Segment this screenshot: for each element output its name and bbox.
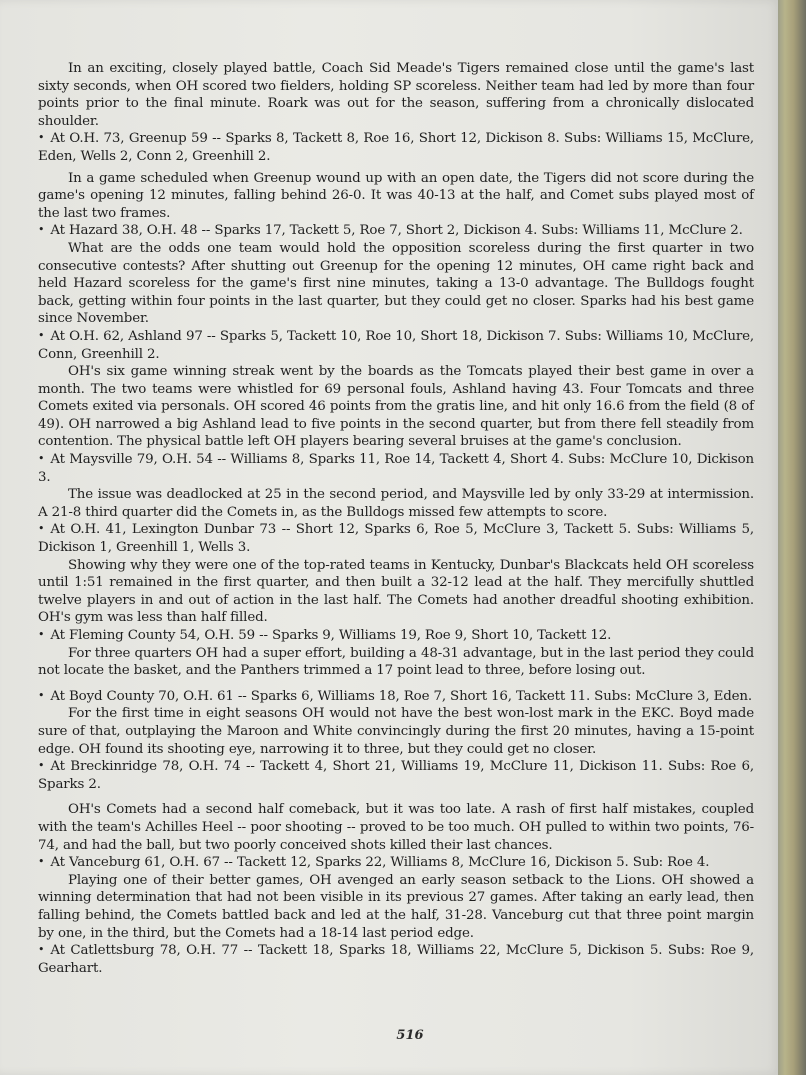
- game-recap-paragraph: Showing why they were one of the top-rated teams in Kentucky, Dunbar's Blackcats held OH scoreless until 1:51 remained in the first quarter, and then built a 32-12 lead at the half. They mercifully shuttled twelve players in and out of action in the last half. The Comets had another dreadful shooting exhibition. OH's gym was less than half filled.: [38, 557, 754, 626]
- game-recap-paragraph: For the first time in eight seasons OH would not have the best won-lost mark in the EKC. Boyd made sure of that, outplaying the Maroon and White convincingly during the first 20 minutes, having a 15-point edge. OH found its shooting eye, narrowing it to three, but they could get no closer.: [38, 706, 754, 757]
- game-recap-paragraph: The issue was deadlocked at 25 in the second period, and Maysville led by only 33-29 at intermission. A 21-8 third quarter did the Comets in, as the Bulldogs missed few attempts to score.: [38, 487, 754, 520]
- game-result-text: At Boyd County 70, O.H. 61 -- Sparks 6, Williams 18, Roe 7, Short 16, Tackett 11. Subs: McClure 3, Eden.: [50, 688, 753, 704]
- game-recap-paragraph: Playing one of their better games, OH avenged an early season setback to the Lions. OH showed a winning determination that had not been visible in its previous 27 games. After taking an early lead, then falling behind, the Comets battled back and led at the half, 31-28. Vanceburg cut that three point margin by one, in the third, but the Comets had a 18-14 last period edge.: [38, 872, 754, 941]
- bullet-icon: •: [38, 759, 45, 773]
- bullet-icon: •: [38, 628, 45, 641]
- game-recap-paragraph: OH's Comets had a second half comeback, but it was too late. A rash of first half mistakes, coupled with the team's Achilles Heel -- poor shooting -- proved to be too much. OH pulled to within two points, 76-74, and had the ball, but two poorly conceived shots killed their last chances.: [38, 802, 754, 853]
- bullet-icon: •: [38, 855, 45, 869]
- game-recap-paragraph: OH's six game winning streak went by the boards as the Tomcats played their best game in over a month. The two teams were whistled for 69 personal fouls, Ashland having 43. Four Tomcats and three Comets exited via personals. OH scored 46 points from the gratis line, and hit only 16.6 from the field (8 of 49). OH narrowed a big Ashland lead to five points in the second quarter, but from there fell steadily from contention. The physical battle left OH players bearing several bruises at the game's conclusion.: [38, 364, 754, 450]
- game-result-line: [38, 451, 754, 486]
- game-result-text: At Hazard 38, O.H. 48 -- Sparks 17, Tackett 5, Roe 7, Short 2, Dickison 4. Subs: Williams 11, McClure 2.: [50, 223, 743, 239]
- game-result-line: [38, 942, 754, 977]
- game-result-text: At O.H. 41, Lexington Dunbar 73 -- Short 12, Sparks 6, Roe 5, McClure 3, Tackett 5. Subs: Williams 5, Dickison 1, Greenhill 1, Wells 3.: [38, 522, 754, 556]
- game-recap-paragraph: In an exciting, closely played battle, Coach Sid Meade's Tigers remained close until the game's last sixty seconds, when OH scored two fielders, holding SP scoreless. Neither team had led by more than four points prior to the final minute. Roark was out for the season, suffering from a chronically dislocated shoulder.: [38, 61, 754, 129]
- bullet-icon: •: [38, 131, 45, 145]
- game-result-text: At O.H. 73, Greenup 59 -- Sparks 8, Tackett 8, Roe 16, Short 12, Dickison 8. Subs: Williams 15, McClure, Eden, Wells 2, Conn 2, Greenhill 2.: [38, 131, 754, 164]
- bullet-icon: •: [38, 688, 45, 702]
- game-result-line: [38, 688, 754, 706]
- game-result-text: At Breckinridge 78, O.H. 74 -- Tackett 4, Short 21, Williams 19, McClure 11, Dickison 11. Subs: Roe 6, Sparks 2.: [38, 759, 754, 792]
- game-result-text: At Catlettsburg 78, O.H. 77 -- Tackett 18, Sparks 18, Williams 22, McClure 5, Dickison 5. Subs: Roe 9, Gearhart.: [38, 943, 754, 976]
- game-result-text: At Maysville 79, O.H. 54 -- Williams 8, Sparks 11, Roe 14, Tackett 4, Short 4. Subs: McClure 10, Dickison 3.: [38, 452, 754, 485]
- game-recap-paragraph: In a game scheduled when Greenup wound up with an open date, the Tigers did not score during the game's opening 12 minutes, falling behind 26-0. It was 40-13 at the half, and Comet subs played most of the last two frames.: [38, 170, 754, 221]
- game-result-line: [38, 328, 754, 363]
- game-result-line: [38, 130, 754, 165]
- book-spine-edge: [778, 0, 806, 1075]
- game-result-line: [38, 854, 754, 872]
- page-number: 516: [396, 1028, 424, 1043]
- bullet-icon: •: [38, 452, 45, 466]
- bullet-icon: •: [38, 522, 45, 536]
- game-result-text: At O.H. 62, Ashland 97 -- Sparks 5, Tackett 10, Roe 10, Short 18, Dickison 7. Subs: Williams 10, McClure, Conn, Greenhill 2.: [38, 328, 754, 362]
- game-result-text: At Vanceburg 61, O.H. 67 -- Tackett 12, Sparks 22, Williams 8, McClure 16, Dickison 5. Sub: Roe 4.: [50, 855, 710, 871]
- game-recap-paragraph: What are the odds one team would hold the opposition scoreless during the first quarter in two consecutive contests? After shutting out Greenup for the opening 12 minutes, OH came right back and held Hazard scoreless for the game's first nine minutes, taking a 13-0 advantage. The Bulldogs fought back, getting within four points in the last quarter, but they could get no closer. Sparks had his best game since November.: [38, 240, 754, 327]
- game-result-text: At Fleming County 54, O.H. 59 -- Sparks 9, Williams 19, Roe 9, Short 10, Tackett 12.: [50, 628, 612, 643]
- game-result-line: [38, 758, 754, 793]
- bullet-icon: •: [38, 943, 45, 957]
- game-result-line: [38, 222, 754, 240]
- bullet-icon: •: [38, 223, 45, 237]
- game-result-line: [38, 627, 754, 645]
- game-recap-paragraph: For three quarters OH had a super effort, building a 48-31 advantage, but in the last period they could not locate the basket, and the Panthers trimmed a 17 point lead to three, before losing out.: [38, 645, 754, 679]
- bullet-icon: •: [38, 328, 45, 342]
- page-text: [38, 60, 754, 977]
- game-result-line: [38, 521, 754, 556]
